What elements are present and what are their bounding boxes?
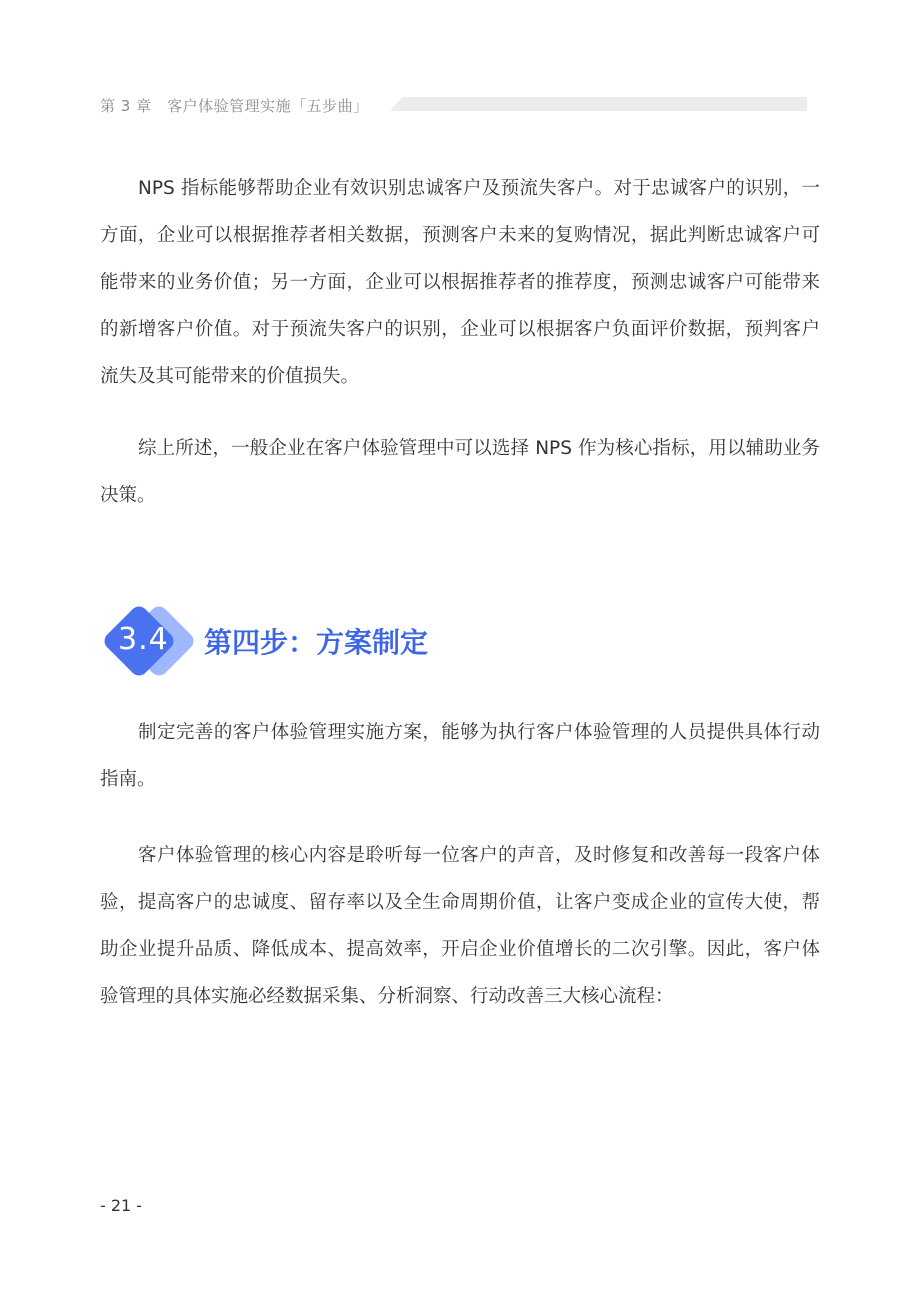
header-decor-bar (390, 97, 807, 111)
body-paragraph: 客户体验管理的核心内容是聆听每一位客户的声音，及时修复和改善每一段客户体验，提高客户的忠诚度、留存率以及全生命周期价值，让客户变成企业的宣传大使，帮助企业提升品质、降低成本、提高效率，开启企业价值增长的二次引擎。因此，客户体验管理的具体实施必经数据采集、分析洞察、行动改善三大核心流程： (100, 845, 820, 1007)
body-paragraph: NPS 指标能够帮助企业有效识别忠诚客户及预流失客户。对于忠诚客户的识别，一方面，企业可以根据推荐者相关数据，预测客户未来的复购情况，据此判断忠诚客户可能带来的业务价值；另一方面，企业可以根据推荐者的推荐度，预测忠诚客户可能带来的新增客户价值。对于预流失客户的识别，企业可以根据客户负面评价数据，预判客户流失及其可能带来的价值损失。 (100, 178, 820, 387)
page-number: - 21 - (100, 1196, 143, 1215)
body-paragraph: 制定完善的客户体验管理实施方案，能够为执行客户体验管理的人员提供具体行动指南。 (100, 722, 820, 790)
section-number: 3.4 (118, 622, 169, 657)
section-heading (100, 605, 820, 677)
chapter-header-text: 第 3 章 客户体验管理实施「五步曲」 (100, 97, 369, 115)
section-number-badge (100, 605, 192, 677)
running-header (100, 92, 820, 118)
section-title: 第四步：方案制定 (204, 626, 429, 659)
body-paragraph: 综上所述，一般企业在客户体验管理中可以选择 NPS 作为核心指标，用以辅助业务决策。 (100, 438, 820, 506)
